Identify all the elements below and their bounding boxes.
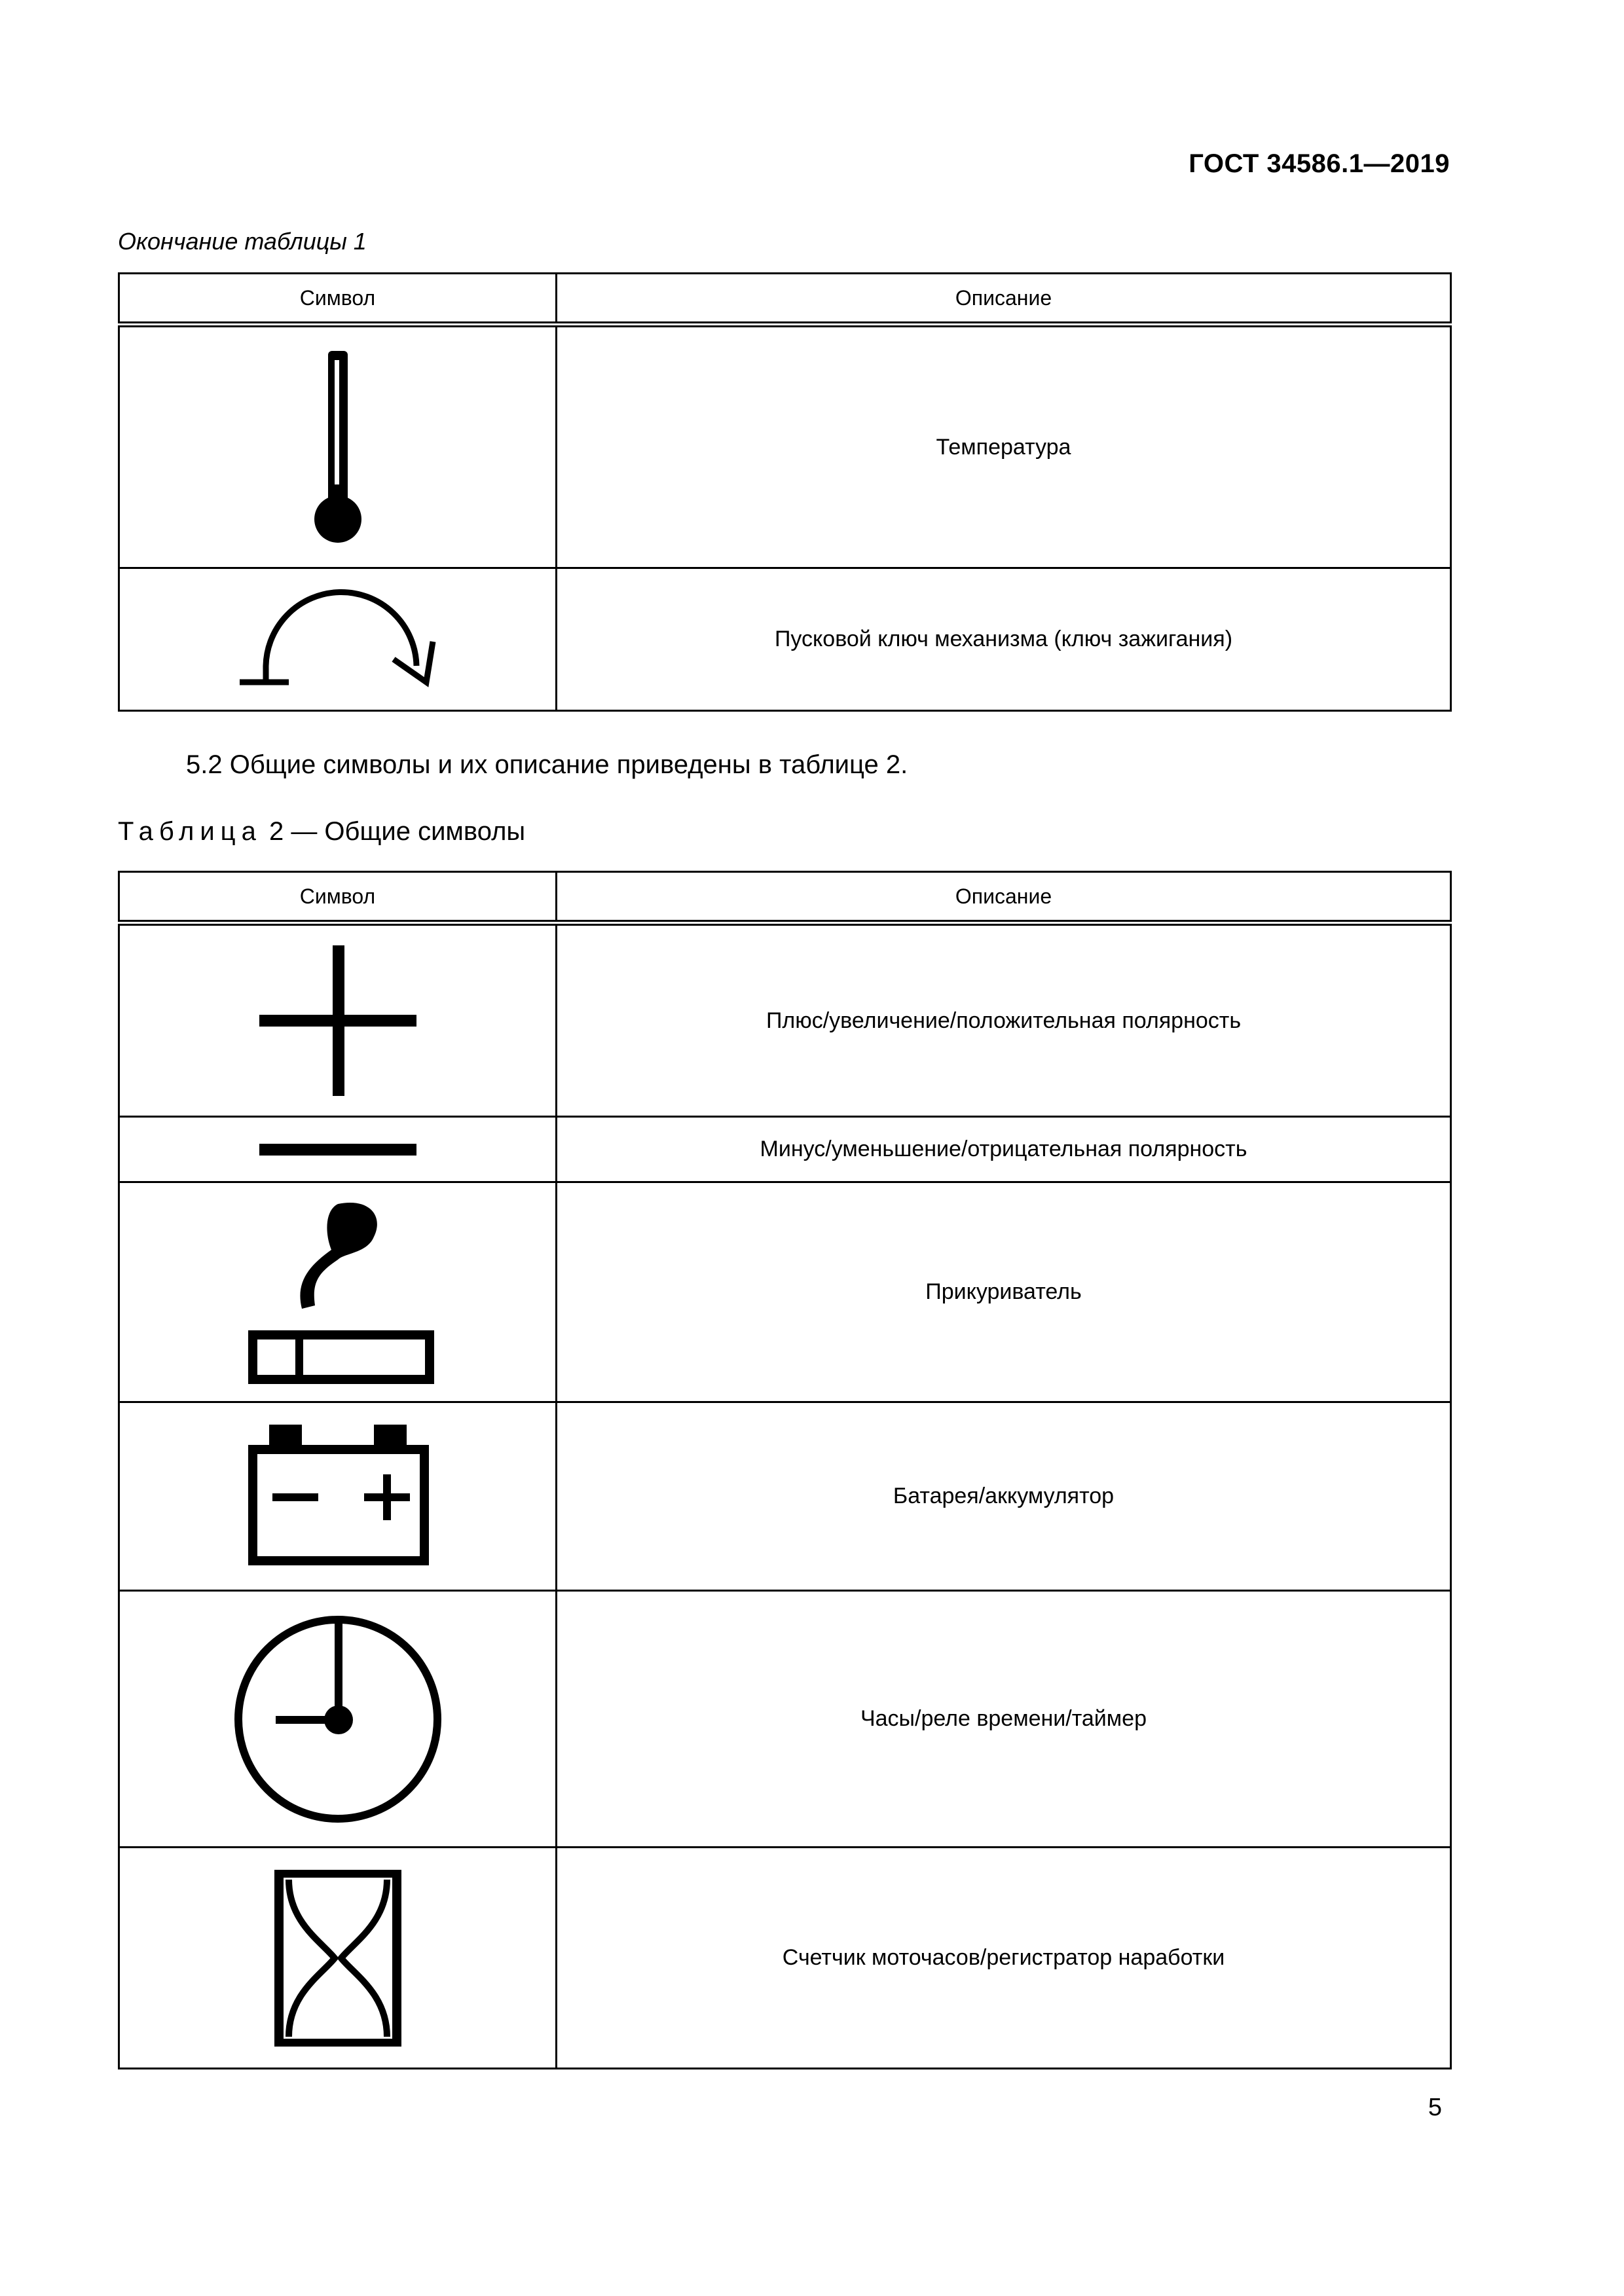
- description-cell: Минус/уменьшение/отрицательная полярность: [557, 1117, 1451, 1182]
- symbol-cell: [119, 923, 557, 1117]
- table-row: [119, 923, 1451, 1117]
- table2: [118, 871, 1452, 2069]
- minus-icon: [259, 1143, 416, 1156]
- hourglass-icon: [272, 1870, 403, 2047]
- description-cell: Температура: [557, 325, 1451, 568]
- plus-icon: [259, 945, 416, 1096]
- clock-icon: [230, 1611, 446, 1827]
- table-row: [119, 1591, 1451, 1848]
- symbol-cell: [119, 1117, 557, 1182]
- table-row: [119, 1848, 1451, 2069]
- table2-caption-label: Таблица: [118, 817, 262, 846]
- symbol-cell: [119, 1848, 557, 2069]
- cigarette-lighter-icon: [240, 1197, 436, 1387]
- description-cell: Батарея/аккумулятор: [557, 1402, 1451, 1591]
- table-row: [119, 325, 1451, 568]
- description-cell: Прикуриватель: [557, 1182, 1451, 1402]
- page-number: 5: [1428, 2094, 1442, 2121]
- table1-caption: Окончание таблицы 1: [118, 228, 367, 255]
- paragraph-5-2: 5.2 Общие символы и их описание приведены в таблице 2.: [186, 750, 908, 779]
- table2-caption-title: 2 — Общие символы: [261, 817, 526, 846]
- symbol-cell: [119, 1591, 557, 1848]
- table-row: [119, 568, 1451, 711]
- table-row: [119, 1402, 1451, 1591]
- table2-header-symbol: Символ: [119, 872, 557, 923]
- table1: [118, 272, 1452, 712]
- table2-caption: [118, 817, 525, 847]
- table1-header-symbol: Символ: [119, 274, 557, 325]
- description-cell: Пусковой ключ механизма (ключ зажигания): [557, 568, 1451, 711]
- symbol-cell: [119, 325, 557, 568]
- document-header: ГОСТ 34586.1—2019: [1189, 149, 1450, 178]
- table2-header-description: Описание: [557, 872, 1451, 923]
- table1-header-description: Описание: [557, 274, 1451, 325]
- table-row: [119, 1117, 1451, 1182]
- symbol-cell: [119, 568, 557, 711]
- ignition-key-icon: [227, 584, 449, 695]
- battery-icon: [243, 1425, 433, 1569]
- table-row: [119, 1182, 1451, 1402]
- description-cell: Часы/реле времени/таймер: [557, 1591, 1451, 1848]
- symbol-cell: [119, 1182, 557, 1402]
- symbol-cell: [119, 1402, 557, 1591]
- description-cell: Счетчик моточасов/регистратор наработки: [557, 1848, 1451, 2069]
- description-cell: Плюс/увеличение/положительная полярность: [557, 923, 1451, 1117]
- thermometer-icon: [299, 346, 377, 549]
